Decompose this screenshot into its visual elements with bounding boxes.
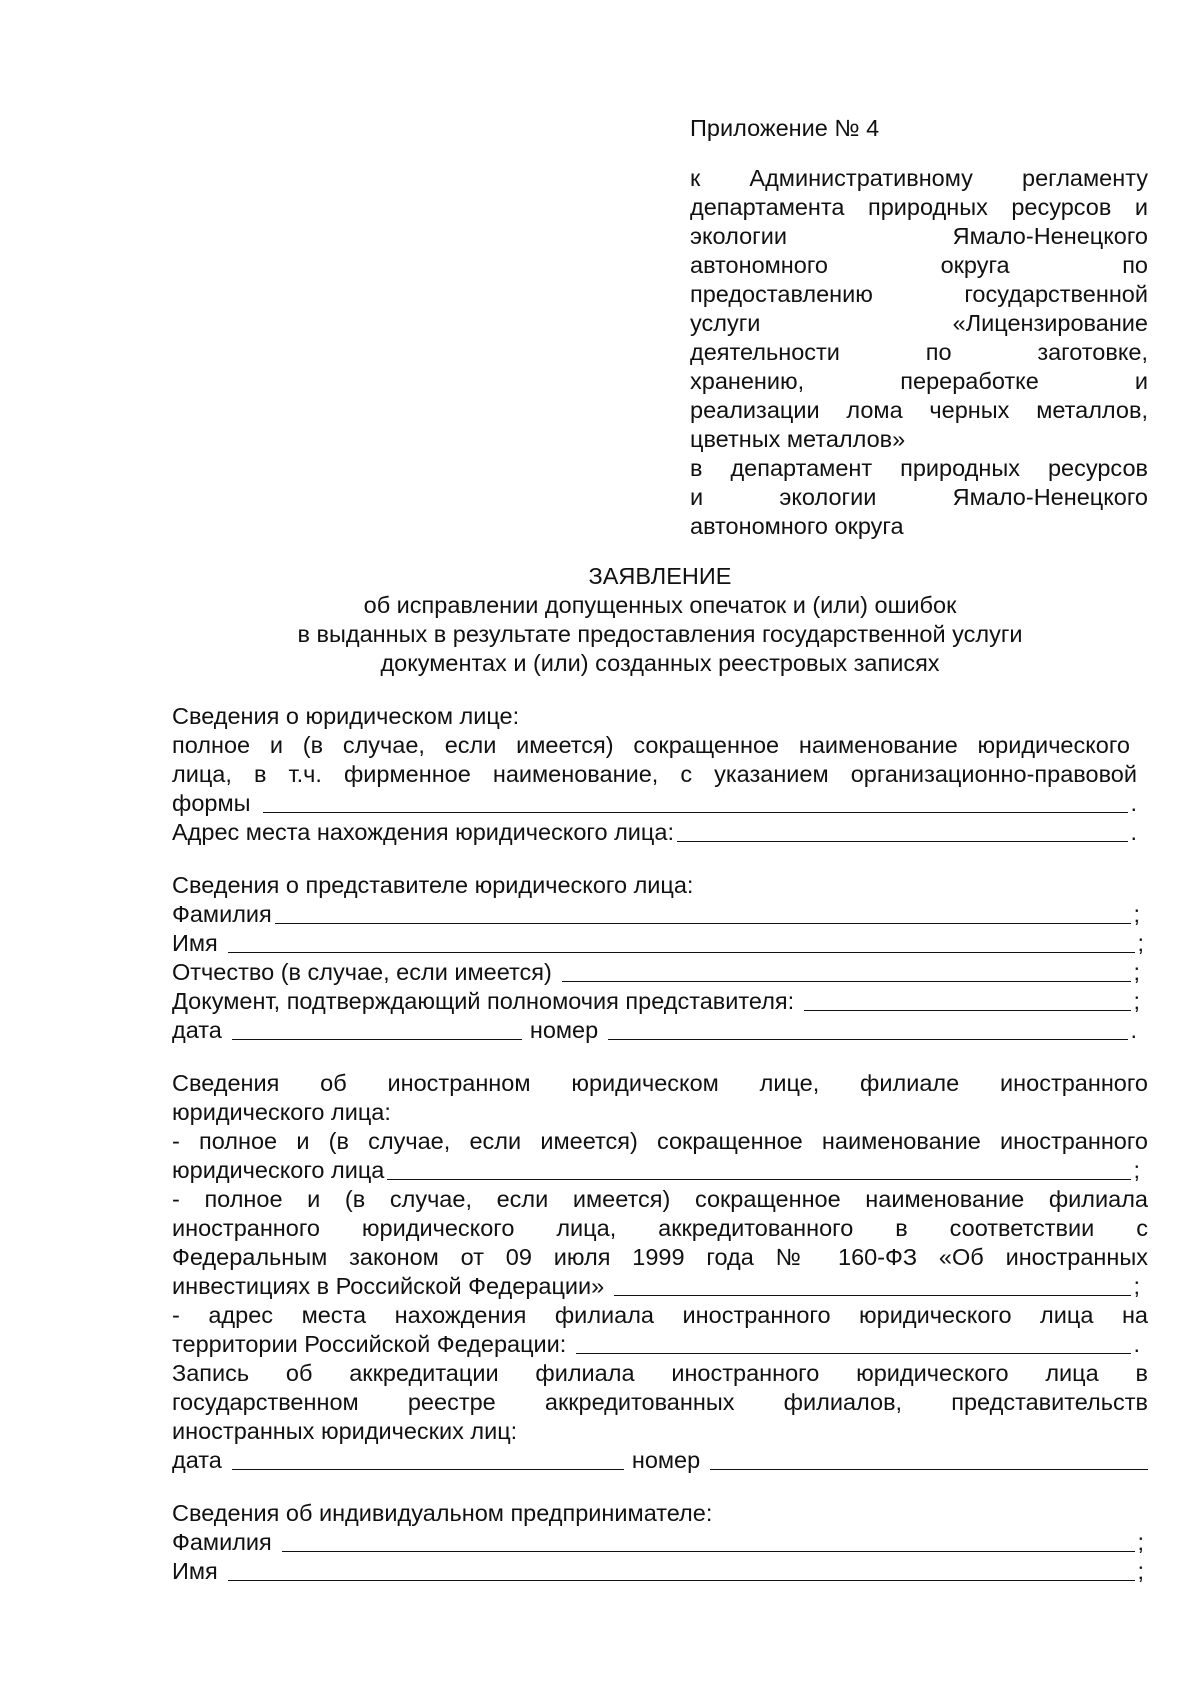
name-blank[interactable] — [228, 952, 1136, 953]
entrepreneur-name-field[interactable]: Имя ; — [172, 1558, 1144, 1584]
foreign-name-field[interactable]: юридического лица ; — [172, 1157, 1140, 1183]
patronymic-label: Отчество (в случае, если имеется) — [172, 959, 552, 985]
document-title: ЗАЯВЛЕНИЕ — [588, 563, 732, 589]
foreign-date-blank[interactable] — [232, 1469, 624, 1470]
annex-line: автономного округа — [690, 513, 904, 539]
document-blank[interactable] — [804, 1010, 1131, 1011]
annex-title: Приложение № 4 — [690, 115, 880, 141]
foreign-text: - полное и (в случае, если имеется) сокращенное наименование филиала — [172, 1186, 1148, 1212]
date-blank[interactable] — [232, 1039, 522, 1040]
foreign-date-label: дата — [172, 1447, 222, 1473]
document-label: Документ, подтверждающий полномочия представителя: — [172, 988, 795, 1014]
foreign-address-blank[interactable] — [576, 1353, 1131, 1354]
foreign-number-label: номер — [631, 1447, 701, 1473]
form-label: формы — [172, 790, 251, 816]
surname-blank[interactable] — [275, 923, 1132, 924]
foreign-text: - адрес места нахождения филиала иностранного юридического лица на — [172, 1302, 1148, 1328]
legal-entity-form-field[interactable]: формы . — [172, 790, 1137, 816]
entrepreneur-surname-blank[interactable] — [282, 1551, 1136, 1552]
entrepreneur-name-label: Имя — [172, 1558, 218, 1584]
annex-line: услуги «Лицензирование — [690, 310, 1148, 336]
foreign-branch-address-field[interactable]: территории Российской Федерации: . — [172, 1331, 1140, 1357]
representative-document-field[interactable]: Документ, подтверждающий полномочия представителя: ; — [172, 988, 1140, 1014]
number-label: номер — [529, 1017, 599, 1043]
entrepreneur-name-blank[interactable] — [228, 1580, 1136, 1581]
foreign-title-cont: юридического лица: — [172, 1099, 391, 1125]
annex-line: экологии Ямало-Ненецкого — [690, 223, 1148, 249]
annex-line: к Административному регламенту — [690, 165, 1148, 191]
document-subtitle-line: документах и (или) созданных реестровых записях — [380, 650, 940, 676]
foreign-text: иностранных юридических лиц: — [172, 1418, 518, 1444]
foreign-text: государственном реестре аккредитованных филиалов, представительств — [172, 1389, 1148, 1415]
annex-line: автономного округа по — [690, 252, 1148, 278]
legal-entity-text: полное и (в случае, если имеется) сокращенное наименование юридического — [172, 732, 1130, 758]
representative-surname-field[interactable]: Фамилия ; — [172, 901, 1140, 927]
address-label: Адрес места нахождения юридического лица: — [172, 819, 674, 845]
representative-name-field[interactable]: Имя ; — [172, 930, 1144, 956]
entrepreneur-surname-label: Фамилия — [172, 1529, 272, 1555]
foreign-title: Сведения об иностранном юридическом лице, филиале иностранного — [172, 1070, 1148, 1096]
annex-line: в департамент природных ресурсов — [690, 455, 1148, 481]
foreign-address-label: территории Российской Федерации: — [172, 1331, 567, 1357]
foreign-text: Запись об аккредитации филиала иностранного юридического лица в — [172, 1360, 1148, 1386]
legal-entity-text: лица, в т.ч. фирменное наименование, с указанием организационно-правовой — [172, 761, 1137, 787]
entrepreneur-surname-field[interactable]: Фамилия ; — [172, 1529, 1144, 1555]
date-label: дата — [172, 1017, 222, 1043]
annex-line: деятельности по заготовке, — [690, 339, 1148, 365]
foreign-name-label: юридического лица — [172, 1157, 385, 1183]
foreign-date-number-field[interactable] — [172, 1446, 1148, 1475]
representative-title: Сведения о представителе юридического лица: — [172, 872, 694, 898]
foreign-number-blank[interactable] — [710, 1469, 1148, 1470]
annex-line: департамента природных ресурсов и — [690, 194, 1148, 220]
foreign-branch-label: инвестициях в Российской Федерации» — [172, 1273, 605, 1299]
foreign-text: иностранного юридического лица, аккредитованного в соответствии с — [172, 1215, 1148, 1241]
representative-patronymic-field[interactable]: Отчество (в случае, если имеется) ; — [172, 959, 1140, 985]
entrepreneur-title: Сведения об индивидуальном предпринимателе: — [172, 1500, 713, 1526]
foreign-branch-name-field[interactable]: инвестициях в Российской Федерации» ; — [172, 1273, 1140, 1299]
annex-line: цветных металлов» — [690, 426, 906, 452]
document-subtitle-line: в выданных в результате предоставления государственной услуги — [297, 621, 1023, 647]
patronymic-blank[interactable] — [562, 981, 1132, 982]
foreign-text: Федеральным законом от 09 июля 1999 года № 160-ФЗ «Об иностранных — [172, 1244, 1148, 1270]
legal-entity-title: Сведения о юридическом лице: — [172, 703, 520, 729]
name-label: Имя — [172, 930, 218, 956]
document-subtitle-line: об исправлении допущенных опечаток и (или) ошибок — [363, 592, 957, 618]
annex-line: и экологии Ямало-Ненецкого — [690, 484, 1148, 510]
surname-label: Фамилия — [172, 901, 272, 927]
representative-date-number-field[interactable]: дата номер . — [172, 1017, 1137, 1043]
number-blank[interactable] — [608, 1039, 1128, 1040]
foreign-branch-blank[interactable] — [614, 1295, 1131, 1296]
annex-line: предоставлению государственной — [690, 281, 1148, 307]
address-blank[interactable] — [677, 841, 1129, 842]
foreign-text: - полное и (в случае, если имеется) сокращенное наименование иностранного — [172, 1128, 1148, 1154]
foreign-name-blank[interactable] — [387, 1179, 1131, 1180]
form-blank[interactable] — [263, 812, 1129, 813]
annex-line: реализации лома черных металлов, — [690, 397, 1148, 423]
legal-entity-address-field[interactable]: Адрес места нахождения юридического лица: . — [172, 819, 1137, 845]
annex-line: хранению, переработке и — [690, 368, 1148, 394]
